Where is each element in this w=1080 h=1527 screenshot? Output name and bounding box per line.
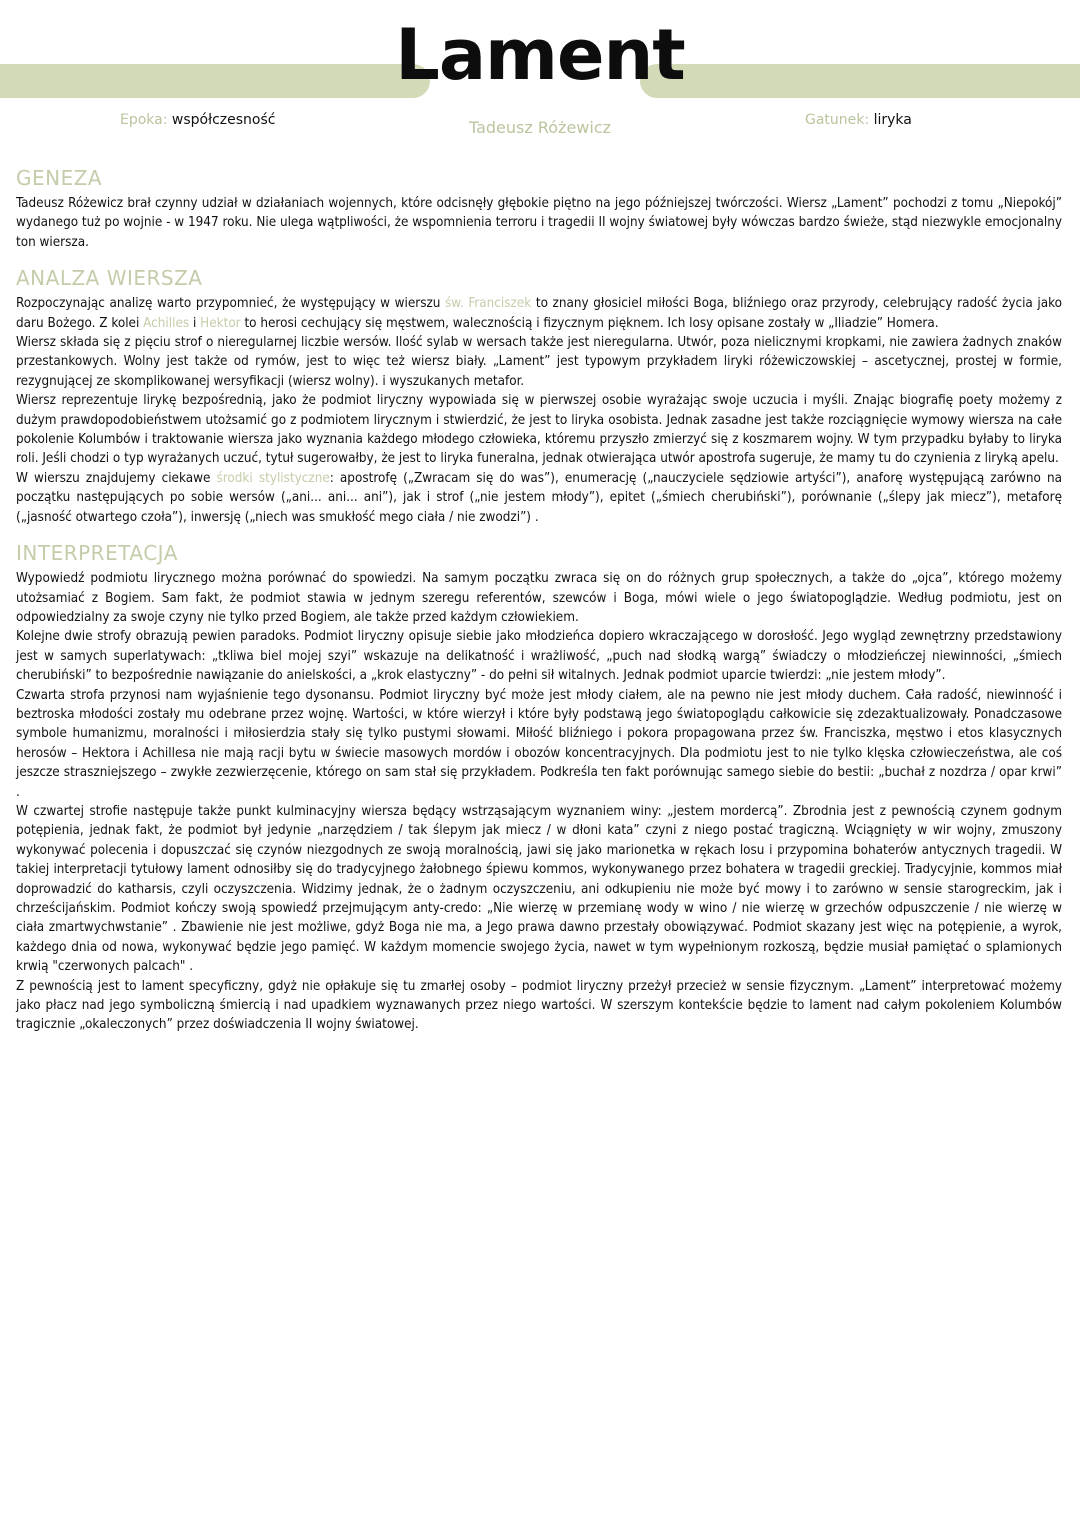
page-title: Lament [395,14,685,96]
analiza-p1-text-a: Rozpoczynając analizę warto przypomnieć, że występujący w wierszu [16,296,446,312]
section-heading-interpretacja: INTERPRETACJA [16,541,178,566]
section-heading-analiza: ANALZA WIERSZA [16,266,203,291]
author-name: Tadeusz Różewicz [468,118,612,137]
analiza-p4-text-a: W wierszu znajdujemy ciekawe [16,470,217,486]
analiza-p4-text-b: : apostrofę („Zwracam się do was”), enumerację („nauczyciele sędziowie artyści”), anaforę występującą zarówno na początku następujących po sobie wersów („ani... ani... ani”), jak i strof („nie jestem młody”), epitet („śmiech cherubiński”), porównanie („ślepy jak miecz”), metaforę („jasność otwartego czoła”), inwersję („niech was smukłość mego ciała / nie zwodzi”) . [16,470,1062,525]
interpretacja-paragraph-3: Czwarta strofa przynosi nam wyjaśnienie tego dysonansu. Podmiot liryczny być może jest młody ciałem, ale na pewno nie jest młody duchem. Cała radość, niewinność i beztroska młodości zostały mu odebrane przez wojnę. Wartości, w które wierzył i które były podstawą jego światopoglądu całkowicie się zdezaktualizowały. Ponadczasowe symbole humanizmu, moralności i miłosierdzia stały się tylko pustymi słowami. Miłość bliźniego i pokora propagowana przez św. Franciszka, męstwo i etos klasycznych herosów – Hektora i Achillesa nie mają racji bytu w świecie masowych mordów i obozów koncentracyjnych. Dla podmiotu jest to nie tylko klęska człowieczeństwa, ale coś jeszcze straszniejszego – zwykłe zezwierzęcenie, którego on sam stał się przykładem. Podkreśla ten fakt porównując samego siebie do bestii: „buchał z nozdrza / opar krwi” . [16,687,1062,800]
epoch-value: współczesność [171,112,276,128]
highlight-achilles: Achilles [143,315,190,331]
section-heading-geneza: GENEZA [16,166,103,190]
genre-meta [805,112,912,128]
highlight-hektor: Hektor [200,315,241,331]
highlight-srodki-stylistyczne: środki stylistyczne [216,470,330,486]
genre-value: liryka [873,112,912,128]
interpretacja-paragraph-1: Wypowiedź podmiotu lirycznego można porównać do spowiedzi. Na samym początku zwraca się on do różnych grup społecznych, a także do „ojca”, którego możemy utożsamiać z Bogiem. Sam fakt, że podmiot stawia w jednym szeregu referentów, szewców i Boga, mówi wiele o jego światopoglądzie. Według podmiotu, jest on odpowiedzialny za swoje czyny nie tylko przed Bogiem, ale także przed każdym człowiekiem. [16,571,1062,625]
analiza-paragraph-2: Wiersz składa się z pięciu strof o nieregularnej liczbie wersów. Ilość sylab w wersach także jest nieregularna. Utwór, poza nielicznymi kropkami, nie zawiera żadnych znaków przestankowych. Wolny jest także od rymów, jest to więc też wiersz biały. „Lament” jest typowym przykładem liryki różewiczowskiej – ascetycznej, prostej w formie, rezygnującej ze skomplikowanej wersyfikacji (wiersz wolny). i wyszukanych metafor. [16,335,1062,389]
analiza-p1-text-d: to herosi cechujący się męstwem, walecznością i fizycznym pięknem. Ich losy opisane zostały w „Iliadzie” Homera. [240,315,939,331]
analiza-p1-text-c: i [189,315,201,331]
interpretacja-paragraph-4: W czwartej strofie następuje także punkt kulminacyjny wiersza będący wstrząsającym wyznaniem winy: „jestem mordercą”. Zbrodnia jest z pewnością czynem godnym potępienia, jednak fakt, że podmiot był jedynie „narzędziem / tak ślepym jak miecz / w dłoni kata” czyni z niego postać tragiczną. Wciągnięty w wir wojny, zmuszony wykonywać polecenia i dopuszczać się czynów niezgodnych ze swoją moralnością, jawi się jako marionetka w rękach losu i przypomina bohaterów antycznych tragedii. W takiej interpretacji tytułowy lament odnosiłby się do tradycyjnego żałobnego śpiewu kommos, wykonywanego przez bohatera w tragedii greckiej. Tradycyjnie, kommos miał doprowadzić do katharsis, czyli oczyszczenia. Widzimy jednak, że o żadnym oczyszczeniu, ani odkupieniu nie może być mowy i to zarówno w sensie starogreckim, jak i chrześcijańskim. Podmiot kończy swoją spowiedź przejmującym anty-credo: „Nie wierzę w przemianę wody w wino / nie wierzę w grzechów odpuszczenie / nie wierzę w ciała zmartwychwstanie” . Zbawienie nie jest możliwe, gdyż Boga nie ma, a Jego prawa dawno przestały obowiązywać. Podmiot skazany jest więc na potępienie, a wyrok, każdego dnia od nowa, wykonywać będzie jego pamięć. W każdym momencie swojego życia, nawet w tym wypełnionym rozkoszą, będzie musiał pamiętać o splamionych krwią "czerwonych palcach" . [16,803,1062,975]
analiza-paragraph-1 [16,294,1062,333]
genre-label: Gatunek: [805,112,870,128]
geneza-paragraph: Tadeusz Różewicz brał czynny udział w działaniach wojennych, które odcisnęły głębokie piętno na jego późniejszej twórczości. Wiersz „Lament” pochodzi z tomu „Niepokój” wydanego tuż po wojnie - w 1947 roku. Nie ulega wątpliwości, że wspomnienia terroru i tragedii II wojny światowej były wówczas bardzo świeże, stąd niezwykle emocjonalny ton wiersza. [16,196,1062,250]
analiza-paragraph-3: Wiersz reprezentuje lirykę bezpośrednią, jako że podmiot liryczny wypowiada się w pierwszej osobie wyrażając swoje uczucia i myśli. Znając biografię poety możemy z dużym prawdopodobieństwem utożsamić go z podmiotem lirycznym i stwierdzić, że jest to liryka osobista. Jednak zasadne jest także rozciągnięcie wymowy wiersza na całe pokolenie Kolumbów i traktowanie wiersza jako wyznania każdego młodego człowieka, któremu przyszło zmierzyć się z koszmarem wojny. W tym przypadku byłaby to liryka roli. Jeśli chodzi o typ wyrażanych uczuć, tytuł sugerowałby, że jest to liryka funeralna, jednak otwierająca utwór apostrofa sugeruje, że mamy tu do czynienia z liryką apelu. [16,393,1062,467]
interpretacja-paragraph-5: Z pewnością jest to lament specyficzny, gdyż nie opłakuje się tu zmarłej osoby – podmiot liryczny przeżył przecież w sensie fizycznym. „Lament” interpretować możemy jako płacz nad jego symboliczną śmiercią i nad upadkiem wyznawanych przez niego wartości. W szerszym kontekście będzie to lament nad całym pokoleniem Kolumbów tragicznie „okaleczonych” przez doświadczenia II wojny światowej. [16,978,1062,1033]
analiza-p1-text-b: to znany głosiciel miłości Boga, bliźniego oraz przyrody, celebrujący radość życia jako daru Bożego. Z kolei [16,296,1062,331]
document-body [16,160,1062,1035]
highlight-franciszek: św. Franciszek [445,296,532,312]
epoch-label: Epoka: [120,112,168,128]
interpretacja-paragraph-2: Kolejne dwie strofy obrazują pewien paradoks. Podmiot liryczny opisuje siebie jako młodzieńca dopiero wkraczającego w dorosłość. Jego wygląd zewnętrzny przedstawiony jest w samych superlatywach: „tkliwa biel mojej szyi” wskazuje na delikatność i wrażliwość, „puch nad słodką wargą” świadczy o młodzieńczej niewinności, „śmiech cherubiński” to bezpośrednie nawiązanie do anielskości, a „krok elastyczny” - do pełni sił witalnych. Jednak podmiot uparcie twierdzi: „nie jestem młody”. [16,629,1062,684]
analiza-paragraph-4 [16,469,1062,527]
